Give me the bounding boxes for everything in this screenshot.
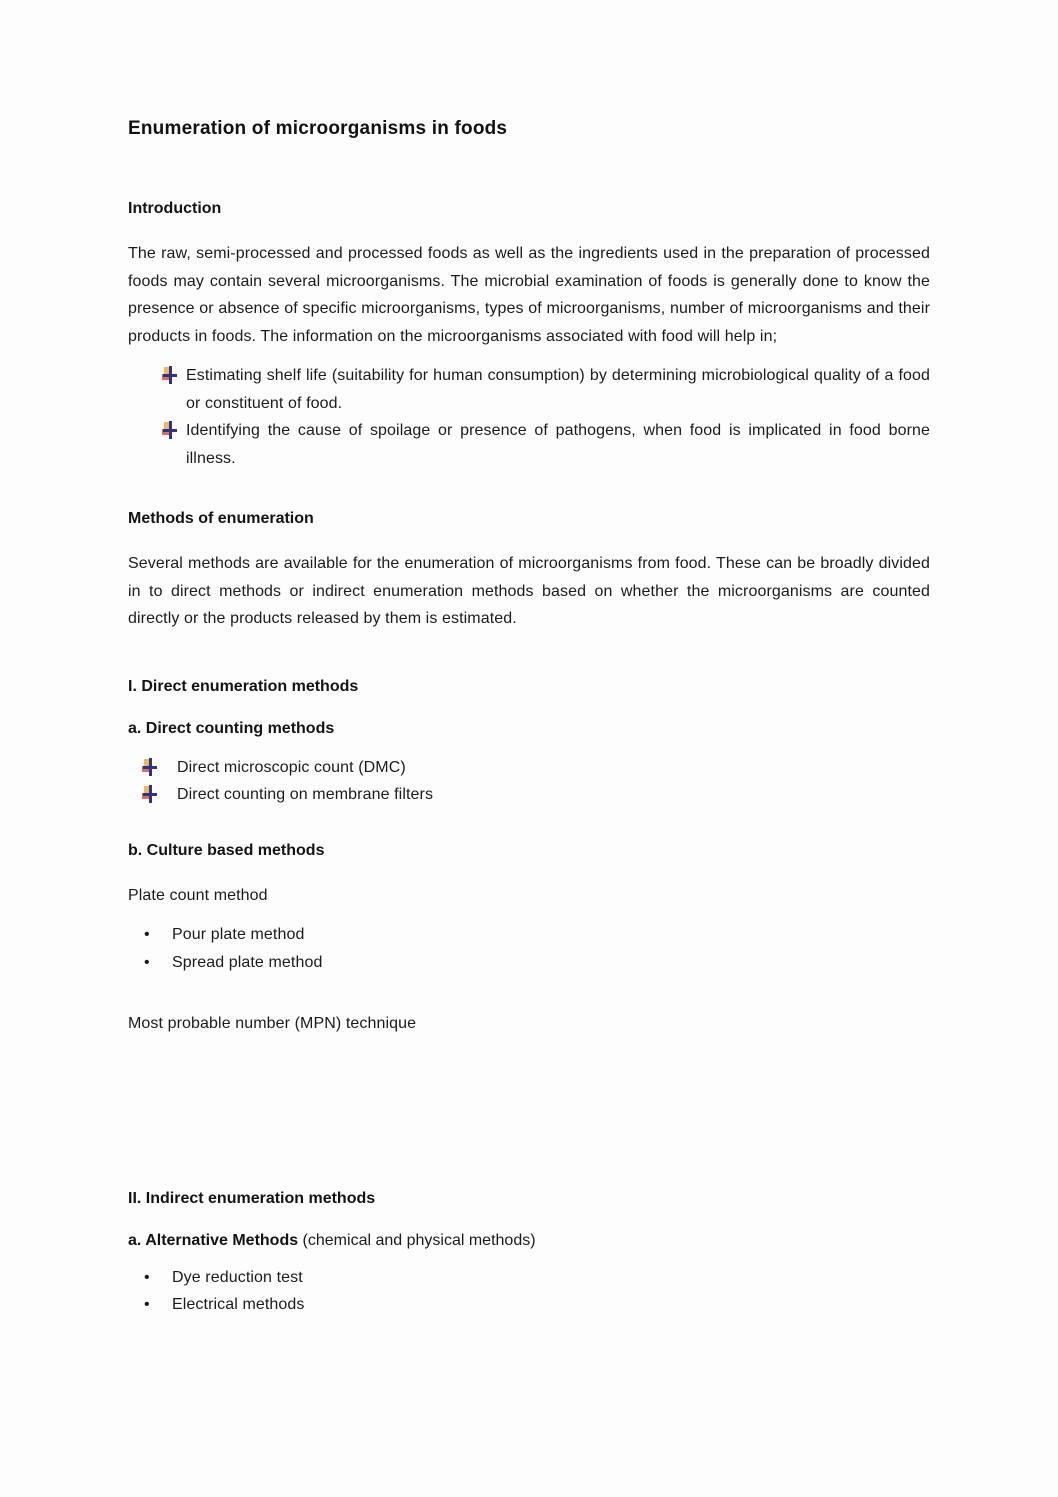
colored-plus-bullet-icon [142,785,159,804]
colored-plus-bullet-icon [162,421,179,440]
direct-enumeration-heading: I. Direct enumeration methods [128,677,359,695]
list-item [144,1291,930,1319]
list-item [144,949,930,977]
alternative-methods-bullet-list [128,1264,930,1319]
mpn-label: Most probable number (MPN) technique [128,1015,417,1032]
list-item [144,921,930,949]
alternative-methods-heading [128,1230,930,1252]
dot-bullet-icon: • [144,1268,150,1286]
colored-plus-bullet-icon [162,366,179,385]
alternative-methods-heading-regular: (chemical and physical methods) [298,1231,536,1249]
alternative-methods-heading-bold: a. Alternative Methods [128,1231,299,1249]
list-item-text: Direct microscopic count (DMC) [177,758,406,776]
list-item [162,362,930,417]
colored-plus-bullet-icon [142,758,159,777]
introduction-bullet-list [128,362,930,472]
indirect-enumeration-heading: II. Indirect enumeration methods [128,1189,376,1207]
methods-paragraph: Several methods are available for the enumeration of microorganisms from food. These can be broadly divided in to direct methods or indirect enumeration methods based on whether the microorganisms are counted directly or the products released by them is estimated. [128,555,930,627]
list-item-text: Direct counting on membrane filters [177,786,434,803]
methods-heading: Methods of enumeration [128,510,314,527]
culture-based-heading: b. Culture based methods [128,841,325,859]
introduction-paragraph: The raw, semi-processed and processed foods as well as the ingredients used in the preparation of processed foods may contain several microorganisms. The microbial examination of foods is generally done to know the presence or absence of specific microorganisms, types of microorganisms, number of microorganisms and their products in foods. The information on the microorganisms associated with food will help in; [128,245,930,345]
direct-counting-heading: a. Direct counting methods [128,719,335,737]
list-item [142,781,930,809]
dot-bullet-icon: • [144,926,150,943]
list-item-text: Identifying the cause of spoilage or presence of pathogens, when food is implicated in food borne illness. [186,422,930,467]
list-item-text: Spread plate method [172,953,323,971]
list-item [144,1264,930,1292]
plate-count-label: Plate count method [128,886,268,904]
list-item-text: Dye reduction test [172,1268,303,1286]
direct-counting-bullet-list [128,754,930,809]
plate-count-bullet-list [128,921,930,976]
list-item-text: Estimating shelf life (suitability for human consumption) by determining microbiological quality of a food or constituent of food. [186,367,930,412]
dot-bullet-icon: • [144,1296,150,1313]
list-item-text: Electrical methods [172,1296,305,1313]
list-item [162,417,930,472]
list-item-text: Pour plate method [172,926,305,943]
page-title: Enumeration of microorganisms in foods [128,118,508,139]
dot-bullet-icon: • [144,953,150,971]
list-item [142,754,930,782]
introduction-heading: Introduction [128,200,222,217]
